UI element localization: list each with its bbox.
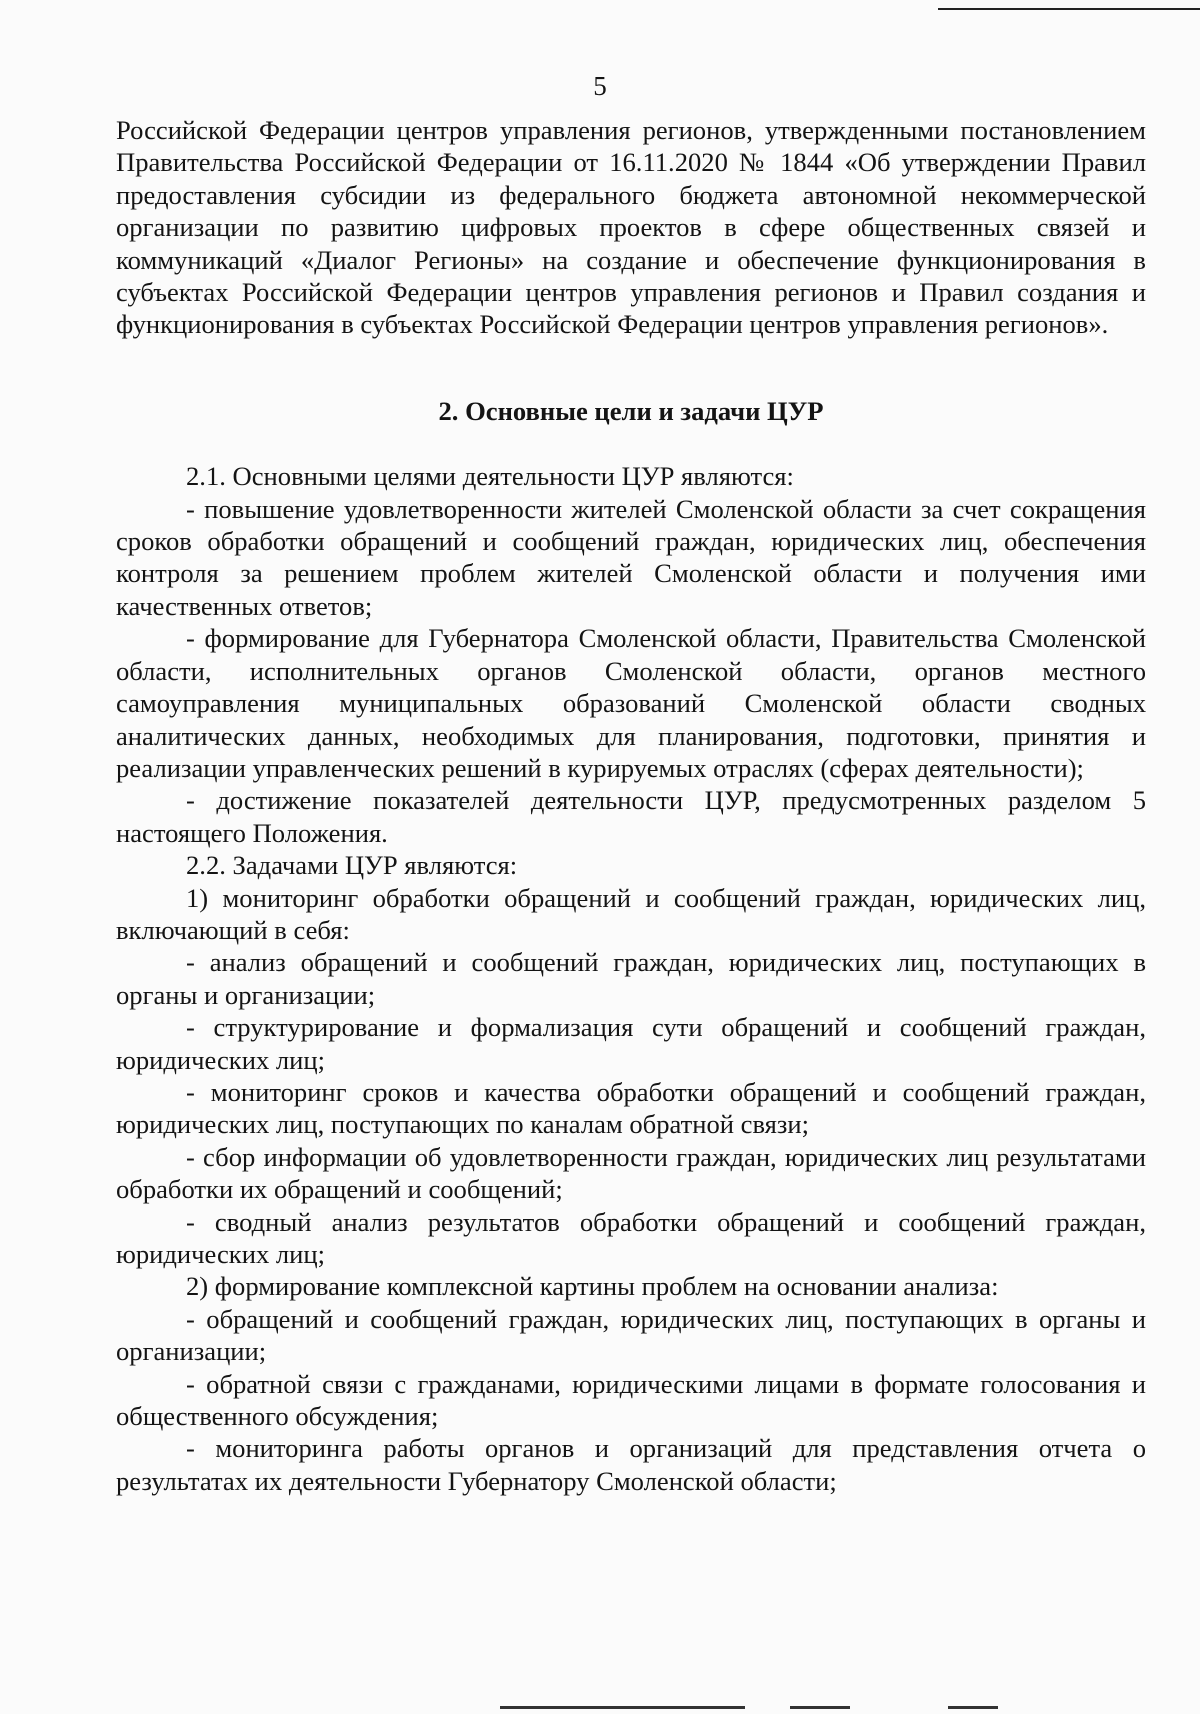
section-heading: 2. Основные цели и задачи ЦУР (438, 395, 824, 426)
scan-mark (948, 1706, 998, 1709)
goal-item: - формирование для Губернатора Смоленской области, Правительства Смоленской области, исполнительных органов Смоленской области, органов местного самоуправления муниципальных образований Смоленской области сводных аналитических данных, необходимых для планирования, подготовки, принятия и реализации управленческих решений в курируемых отраслях (сферах деятельности); (116, 623, 1146, 783)
task-subitem: - мониторинга работы органов и организаций для представления отчета о результатах их деятельности Губернатору Смоленской области; (116, 1433, 1146, 1496)
task-subitem: - обращений и сообщений граждан, юридических лиц, поступающих в органы и организации; (116, 1303, 1146, 1367)
spacer (116, 427, 1146, 460)
top-edge-rule (938, 8, 1200, 10)
scan-mark (790, 1706, 850, 1709)
task-subitem: - сводный анализ результатов обработки обращений и сообщений граждан, юридических лиц; (116, 1206, 1146, 1269)
tasks-intro: 2.2. Задачами ЦУР являются: (186, 850, 518, 881)
goals-intro: 2.1. Основными целями деятельности ЦУР являются: (186, 461, 794, 492)
scan-mark (500, 1706, 745, 1709)
intro-paragraph: Российской Федерации центров управления регионов, утвержденными постановлением Правительства Российской Федерации от 16.11.2020 № 1844 «Об утверждении Правил предоставления субсидии из федерального бюджета автономной некоммерческой организации по развитию цифровых проектов в сфере общественных связей и коммуникаций «Диалог Регионы» на создание и обеспечение функционирования в субъектах Российской Федерации центров управления регионов и Правил создания и функционирования в субъектах Российской Федерации центров управления регионов». (116, 115, 1146, 340)
task-subitem: - анализ обращений и сообщений граждан, юридических лиц, поступающих в органы и организации; (116, 947, 1146, 1010)
task-subitem: - обратной связи с гражданами, юридическими лицами в формате голосования и общественного обсуждения; (116, 1368, 1146, 1432)
task-item: 2) формирование комплексной картины проблем на основании анализа: (186, 1271, 999, 1302)
task-subitem: - мониторинг сроков и качества обработки обращений и сообщений граждан, юридических лиц, поступающих по каналам обратной связи; (116, 1076, 1146, 1140)
document-body (116, 114, 1146, 1497)
page-number: 5 (593, 71, 607, 101)
task-subitem: - сбор информации об удовлетворенности граждан, юридических лиц результатами обработки их обращений и сообщений; (116, 1141, 1146, 1205)
task-item: 1) мониторинг обработки обращений и сообщений граждан, юридических лиц, включающий в себя: (116, 882, 1146, 945)
goal-item: - повышение удовлетворенности жителей Смоленской области за счет сокращения сроков обработки обращений и сообщений граждан, юридических лиц, обеспечения контроля за решением проблем жителей Смоленской области и получения ими качественных ответов; (116, 493, 1146, 621)
spacer (116, 341, 1146, 395)
task-subitem: - структурирование и формализация сути обращений и сообщений граждан, юридических лиц; (116, 1012, 1146, 1075)
bottom-scan-marks (0, 1706, 1200, 1712)
goal-item: - достижение показателей деятельности ЦУР, предусмотренных разделом 5 настоящего Положения. (116, 785, 1146, 848)
